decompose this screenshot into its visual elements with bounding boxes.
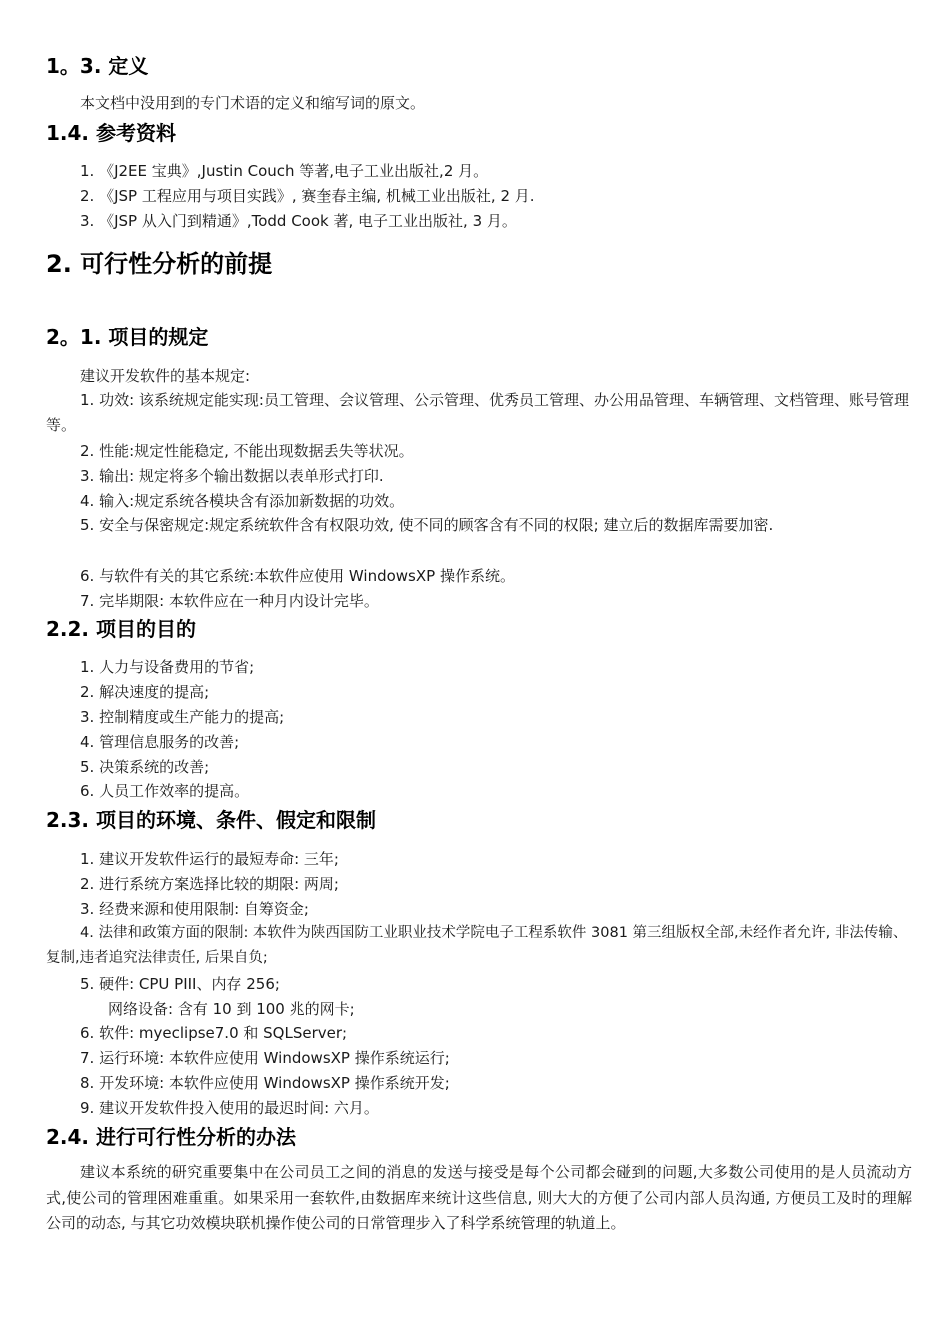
constraint-item: 3. 经费来源和使用限制: 自筹资金; — [80, 900, 309, 918]
heading-2-3: 2.3. 项目的环境、条件、假定和限制 — [46, 808, 376, 832]
heading-2-4: 2.4. 进行可行性分析的办法 — [46, 1125, 296, 1149]
constraint-item: 9. 建议开发软件投入使用的最迟时间: 六月。 — [80, 1099, 379, 1117]
goal-item: 5. 决策系统的改善; — [80, 758, 210, 776]
heading-2-1: 2。1. 项目的规定 — [46, 325, 209, 349]
requirements-intro: 建议开发软件的基本规定: — [80, 367, 251, 385]
constraint-item: 5. 硬件: CPU PIII、内存 256; — [80, 975, 280, 993]
requirement-item: 6. 与软件有关的其它系统:本软件应使用 WindowsXP 操作系统。 — [80, 567, 515, 585]
reference-item: 1. 《J2EE 宝典》,Justin Couch 等著,电子工业出版社,2 月。 — [80, 162, 489, 180]
reference-item: 2. 《JSP 工程应用与项目实践》, 赛奎春主编, 机械工业出版社, 2 月. — [80, 187, 535, 205]
goal-item: 1. 人力与设备费用的节省; — [80, 658, 255, 676]
goal-item: 6. 人员工作效率的提高。 — [80, 782, 250, 800]
requirement-item: 3. 输出: 规定将多个输出数据以表单形式打印. — [80, 467, 384, 485]
constraint-item: 2. 进行系统方案选择比较的期限: 两周; — [80, 875, 339, 893]
constraint-item: 8. 开发环境: 本软件应使用 WindowsXP 操作系统开发; — [80, 1074, 450, 1092]
constraint-item: 6. 软件: myeclipse7.0 和 SQLServer; — [80, 1024, 348, 1042]
constraint-item: 1. 建议开发软件运行的最短寿命: 三年; — [80, 850, 339, 868]
constraint-item: 网络设备: 含有 10 到 100 兆的网卡; — [108, 1000, 355, 1018]
analysis-method-paragraph: 建议本系统的研究重要集中在公司员工之间的消息的发送与接受是每个公司都会碰到的问题,大多数公司使用的是人员流动方式,使公司的管理困难重重。如果采用一套软件,由数据库来统计这些信息, 则大大的方便了公司内部人员沟通, 方便员工及时的理解公司的动态, 与其它功效模块联机操作使公司的日常管理步入了科学系统管理的轨道上。 — [46, 1163, 912, 1232]
reference-item: 3. 《JSP 从入门到精通》,Todd Cook 著, 电子工业出版社, 3 月。 — [80, 212, 517, 230]
heading-1-3: 1。3. 定义 — [46, 54, 149, 78]
goal-item: 4. 管理信息服务的改善; — [80, 733, 240, 751]
heading-2: 2. 可行性分析的前提 — [46, 250, 273, 278]
heading-2-2: 2.2. 项目的目的 — [46, 617, 196, 641]
requirement-item: 7. 完毕期限: 本软件应在一种月内设计完毕。 — [80, 592, 379, 610]
requirement-item: 4. 输入:规定系统各模块含有添加新数据的功效。 — [80, 492, 405, 510]
goal-item: 2. 解决速度的提高; — [80, 683, 210, 701]
requirement-item: 5. 安全与保密规定:规定系统软件含有权限功效, 使不同的顾客含有不同的权限; 建立后的数据库需要加密. — [80, 516, 774, 534]
constraint-item: 7. 运行环境: 本软件应使用 WindowsXP 操作系统运行; — [80, 1049, 450, 1067]
requirement-item: 1. 功效: 该系统规定能实现:员工管理、会议管理、公示管理、优秀员工管理、办公用品管理、车辆管理、文档管理、账号管理等。 — [46, 391, 909, 434]
constraint-item: 4. 法律和政策方面的限制: 本软件为陕西国防工业职业技术学院电子工程系软件 3081 第三组版权全部,未经作者允许, 非法传输、复制,违者追究法律责任, 后果自负; — [46, 925, 908, 966]
requirement-item: 2. 性能:规定性能稳定, 不能出现数据丢失等状况。 — [80, 442, 414, 460]
definition-text: 本文档中没用到的专门术语的定义和缩写词的原文。 — [80, 94, 426, 112]
heading-1-4: 1.4. 参考资料 — [46, 121, 176, 145]
goal-item: 3. 控制精度或生产能力的提高; — [80, 708, 285, 726]
